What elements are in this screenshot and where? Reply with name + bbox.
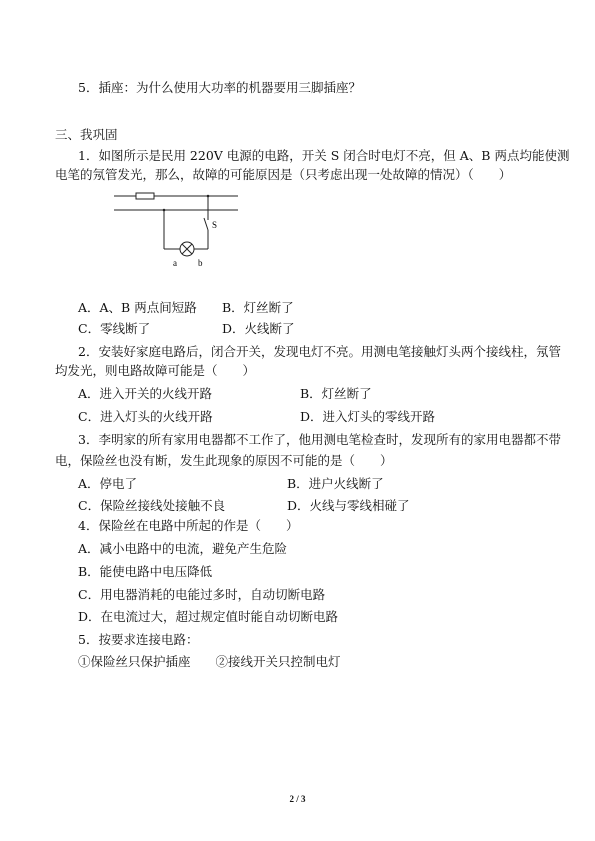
switch-label: S [212,220,218,230]
q3-line1: 3．李明家的所有家用电器都不工作了，他用测电笔检查时，发现所有的家用电器都不带 [78,432,561,447]
q4-option-d: D．在电流过大，超过规定值时能自动切断电路 [78,609,339,624]
circuit-diagram [110,186,250,271]
fuse [136,193,154,199]
q3-line2: 电，保险丝也没有断，发生此现象的原因不可能的是（ ） [55,453,393,468]
q1-line2: 电笔的氖管发光，那么，故障的可能原因是（只考虑出现一处故障的情况）（ ） [55,167,512,182]
q1-line1: 1．如图所示是民用 220V 电源的电路，开关 S 闭合时电灯不亮，但 A、B 两点均能使测 [78,148,570,163]
q2-line1: 2．安装好家庭电路后，闭合开关，发现电灯不亮。用测电笔接触灯头两个接线柱，氖管 [78,344,561,359]
q1-option-d: D．火线断了 [222,321,295,336]
q1-option-c: C．零线断了 [78,321,151,336]
q4-line1: 4．保险丝在电路中所起的作是（ ） [78,518,299,533]
q2-line2: 均发光，则电路故障可能是（ ） [55,363,256,378]
section-title: 三、我巩固 [55,127,118,142]
q5-line1: 5．按要求连接电路： [78,632,199,647]
question-5-socket: 5．插座：为什么使用大功率的机器要用三脚插座？ [78,80,361,95]
q3-option-c: C．保险丝接线处接触不良 [78,498,226,513]
q2-option-b: B．灯丝断了 [300,386,372,401]
q3-option-a: A．停电了 [78,476,138,491]
q1-option-b: B．灯丝断了 [222,300,294,315]
q3-option-d: D．火线与零线相碰了 [287,498,410,513]
switch-blade [204,218,208,230]
q2-option-d: D．进入灯头的零线开路 [300,409,436,424]
q2-option-c: C．进入灯头的火线开路 [78,409,213,424]
q4-option-c: C．用电器消耗的电能过多时，自动切断电路 [78,587,326,602]
point-a-label: a [173,258,177,268]
q4-option-a: A．减小电路中的电流，避免产生危险 [78,541,288,556]
q4-option-b: B．能使电路中电压降低 [78,564,213,579]
page-number: 2 / 3 [289,794,306,804]
q2-option-a: A．进入开关的火线开路 [78,386,213,401]
point-b-label: b [198,258,203,268]
q5-line2: ①保险丝只保护插座 ②接线开关只控制电灯 [78,654,341,669]
q1-option-a: A．A、B 两点间短路 [78,300,197,315]
q3-option-b: B．进户火线断了 [287,476,384,491]
